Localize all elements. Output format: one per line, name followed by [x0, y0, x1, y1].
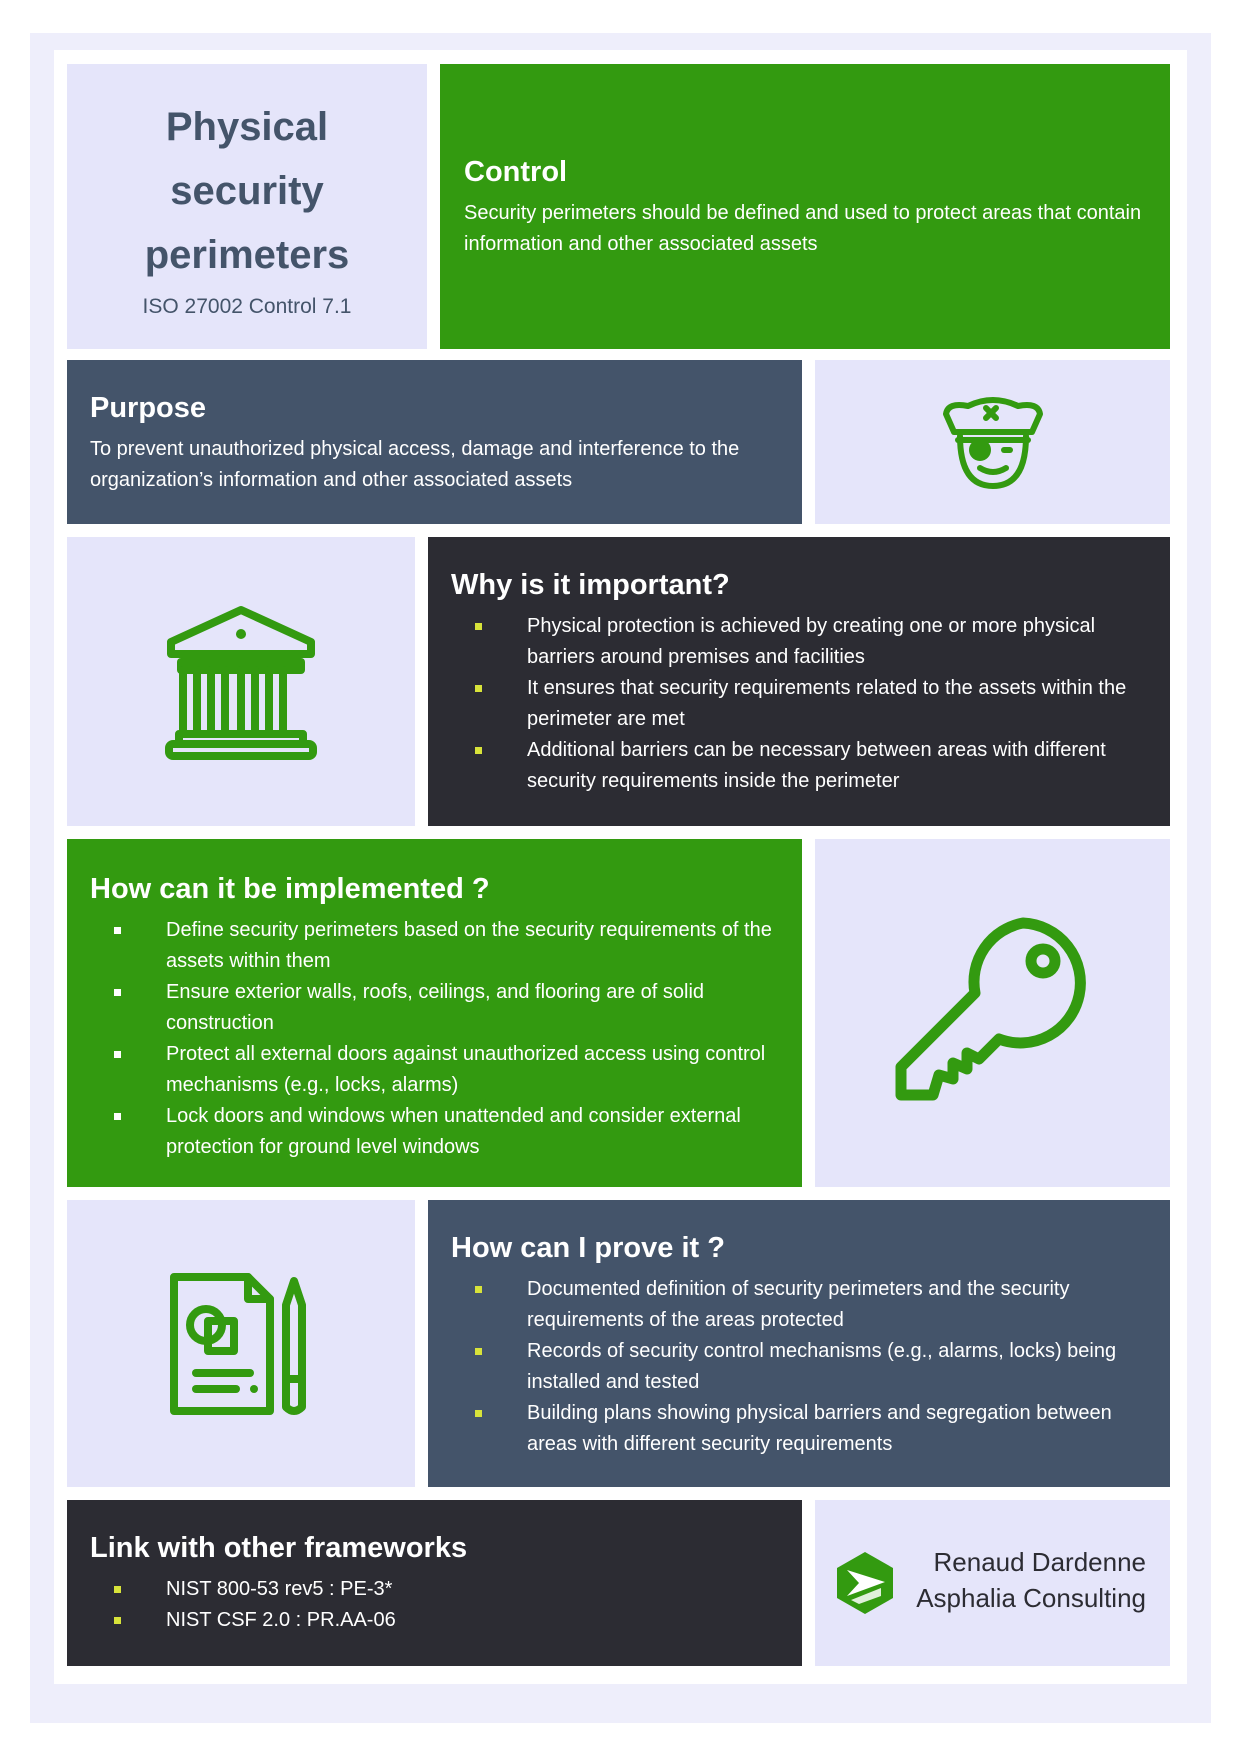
bank-building-icon — [161, 602, 321, 762]
purpose-heading: Purpose — [90, 392, 207, 424]
list-item: Ensure exterior walls, roofs, ceilings, and flooring are of solid construction — [144, 977, 779, 1039]
page-title — [117, 95, 377, 287]
list-item: Define security perimeters based on the security requirements of the assets within them — [144, 915, 779, 977]
list-item: NIST 800-53 rev5 : PE-3* — [144, 1574, 779, 1605]
list-item: Building plans showing physical barriers and segregation between areas with different security requirements — [505, 1398, 1147, 1460]
prove-heading: How can I prove it ? — [451, 1232, 725, 1264]
asphalia-logo-icon — [835, 1550, 895, 1616]
control-reference: ISO 27002 Control 7.1 — [142, 294, 352, 318]
control-panel — [440, 64, 1170, 349]
pirate-icon-panel — [815, 360, 1170, 524]
implement-panel — [67, 839, 802, 1187]
control-text: Security perimeters should be defined and used to protect areas that contain information and other associated assets — [464, 202, 1142, 255]
list-item: Physical protection is achieved by creating one or more physical barriers around premises and facilities — [505, 611, 1147, 673]
list-item: Records of security control mechanisms (e.g., alarms, locks) being installed and tested — [505, 1336, 1147, 1398]
document-icon-panel — [67, 1200, 415, 1487]
why-heading: Why is it important? — [451, 569, 730, 601]
key-icon — [893, 913, 1093, 1113]
list-item: Protect all external doors against unauthorized access using control mechanisms (e.g., locks, alarms) — [144, 1039, 779, 1101]
title-line-1: Physical — [165, 104, 329, 149]
frameworks-heading: Link with other frameworks — [90, 1532, 468, 1564]
frameworks-list — [90, 1574, 779, 1636]
prove-list — [451, 1274, 1147, 1460]
building-icon-panel — [67, 537, 415, 826]
author-company: Asphalia Consulting — [916, 1583, 1146, 1613]
purpose-panel — [67, 360, 802, 524]
list-item: NIST CSF 2.0 : PR.AA-06 — [144, 1605, 779, 1636]
list-item: Documented definition of security perimeters and the security requirements of the areas protected — [505, 1274, 1147, 1336]
prove-panel — [428, 1200, 1170, 1487]
key-icon-panel — [815, 839, 1170, 1187]
implement-list — [90, 915, 779, 1163]
list-item: Lock doors and windows when unattended and consider external protection for ground level windows — [144, 1101, 779, 1163]
title-panel — [67, 64, 427, 349]
author-name: Renaud Dardenne — [933, 1547, 1146, 1577]
pirate-icon — [938, 392, 1048, 492]
control-heading: Control — [464, 156, 568, 188]
implement-heading: How can it be implemented ? — [90, 873, 490, 905]
why-panel — [428, 537, 1170, 826]
document-pencil-icon — [166, 1269, 316, 1419]
list-item: Additional barriers can be necessary between areas with different security requirements inside the perimeter — [505, 735, 1147, 797]
list-item: It ensures that security requirements related to the assets within the perimeter are met — [505, 673, 1147, 735]
why-list — [451, 611, 1147, 797]
author-block — [916, 1544, 1146, 1616]
title-line-3: perimeters — [144, 232, 350, 277]
author-panel — [815, 1500, 1170, 1666]
purpose-text: To prevent unauthorized physical access, damage and interference to the organization’s information and other associated assets — [90, 438, 740, 491]
frameworks-panel — [67, 1500, 802, 1666]
title-line-2: security — [170, 168, 324, 213]
